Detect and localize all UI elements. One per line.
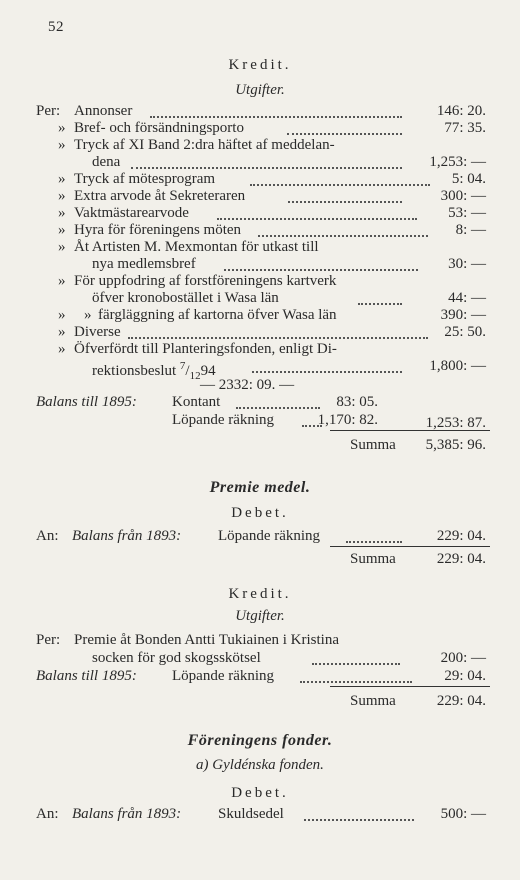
row-text: Tryck af XI Band 2:dra häftet af meddelan- xyxy=(74,137,335,153)
dot-leader xyxy=(287,120,402,135)
sum-rule xyxy=(330,686,490,687)
skuldsedel-label: Skuldsedel xyxy=(218,806,284,822)
row-text: Diverse xyxy=(74,324,121,340)
dot-leader xyxy=(258,222,428,237)
row-amount: 53: — xyxy=(448,205,486,221)
an-label: An: xyxy=(36,806,59,822)
ditto-mark: » xyxy=(58,188,66,204)
fonder-debet-line xyxy=(0,785,520,802)
row-text: dena xyxy=(92,154,121,170)
ledger-row xyxy=(0,307,520,324)
utgifter-heading: Utgifter. xyxy=(235,608,285,624)
fraction-numerator: 7 xyxy=(179,360,186,372)
row-amount: 29: 04. xyxy=(444,668,486,684)
row-amount: 200: — xyxy=(440,650,486,666)
ledger-row xyxy=(0,205,520,222)
subtotal: — 2332: 09. — xyxy=(200,377,295,393)
dot-leader xyxy=(131,154,402,169)
dot-leader xyxy=(224,256,418,271)
premie-summa2-row xyxy=(0,693,520,710)
dot-leader xyxy=(358,290,402,305)
row-text-main: rektionsbeslut xyxy=(92,363,177,379)
kontant-label: Kontant xyxy=(172,394,221,410)
row-text: öfver kronobostället i Wasa län xyxy=(92,290,279,306)
row-amount: 44: — xyxy=(448,290,486,306)
balans-from-label: Balans från 1893: xyxy=(72,528,182,544)
fraction-year: 94 xyxy=(200,363,216,379)
balans-total: 1,253: 87. xyxy=(425,415,486,431)
dot-leader xyxy=(217,205,417,220)
premie-title-line xyxy=(0,479,520,496)
debet-heading: Debet. xyxy=(231,505,289,521)
premie-summa-row xyxy=(0,551,520,568)
dot-leader xyxy=(304,806,414,821)
utgifter-heading: Utgifter. xyxy=(235,82,285,98)
ditto-mark: » xyxy=(58,324,66,340)
row-amount: 1,253: — xyxy=(429,154,486,170)
fonder-amount: 500: — xyxy=(440,806,486,822)
row-text: Bref- och försändningsporto xyxy=(74,120,244,136)
row-text: Vaktmästarearvode xyxy=(74,205,189,221)
ledger-row xyxy=(0,358,520,382)
premie-amount: 229: 04. xyxy=(436,528,486,544)
row-text: färgläggning af kartorna öfver Wasa län xyxy=(98,307,337,323)
row-amount: 25: 50. xyxy=(444,324,486,340)
row-text: Extra arvode åt Sekreteraren xyxy=(74,188,246,204)
row-amount: 390: — xyxy=(440,307,486,323)
summa-amount: 5,385: 96. xyxy=(425,437,486,453)
per-label: Per: xyxy=(36,632,61,648)
row-amount: 1,800: — xyxy=(429,358,486,374)
lopande-label: Löpande räkning xyxy=(172,412,275,428)
dot-leader xyxy=(250,171,430,186)
ditto-mark: » xyxy=(58,222,66,238)
summa-row xyxy=(0,437,520,454)
summa-label: Summa xyxy=(350,693,396,709)
sum-rule xyxy=(330,430,490,431)
row-text: Annonser xyxy=(74,103,133,119)
premie-title: Premie medel. xyxy=(209,479,311,496)
row-amount: 8: — xyxy=(455,222,486,238)
row-text: Hyra för föreningens möten xyxy=(74,222,242,238)
lopande-label: Löpande räkning xyxy=(218,528,321,544)
kredit-heading: Kredit. xyxy=(228,57,292,73)
row-text: Öfverfördt till Planteringsfonden, enligt Di- xyxy=(74,341,337,357)
dot-leader xyxy=(312,650,400,665)
ledger-row xyxy=(0,171,520,188)
ditto-mark: » xyxy=(58,205,66,221)
row-amount: 77: 35. xyxy=(444,120,486,136)
subtotal-line xyxy=(0,377,520,394)
fonder-sub-line xyxy=(0,757,520,774)
balans-row xyxy=(0,394,520,411)
balans-from-label: Balans från 1893: xyxy=(72,806,182,822)
kredit-heading-line xyxy=(0,57,520,74)
an-label: An: xyxy=(36,528,59,544)
ledger-row xyxy=(0,137,520,154)
summa-label: Summa xyxy=(350,437,396,453)
premie-kredit-line xyxy=(0,586,520,603)
dot-leader xyxy=(346,528,402,543)
ditto-mark: » xyxy=(58,273,66,289)
lopande-amount: 1,170: 82. xyxy=(317,412,378,428)
page-number: 52 xyxy=(48,19,64,35)
ditto-mark: » xyxy=(84,307,92,323)
summa-label: Summa xyxy=(350,551,396,567)
ditto-mark: » xyxy=(58,307,66,323)
premie-balans-row xyxy=(0,668,520,685)
dot-leader xyxy=(252,358,402,373)
ledger-row xyxy=(0,188,520,205)
ditto-mark: » xyxy=(58,171,66,187)
dot-leader xyxy=(236,394,320,409)
row-amount: 146: 20. xyxy=(436,103,486,119)
utgifter-heading-line xyxy=(0,82,520,99)
dot-leader xyxy=(128,324,428,339)
ledger-row xyxy=(0,341,520,358)
premie-debet-line xyxy=(0,505,520,522)
dot-leader xyxy=(150,103,402,118)
premie-per-row xyxy=(0,632,520,649)
row-amount: 5: 04. xyxy=(451,171,486,187)
balans-label: Balans till 1895: xyxy=(36,668,137,684)
kontant-amount: 83: 05. xyxy=(336,394,378,410)
debet-heading: Debet. xyxy=(231,785,289,801)
premie-per-row-cont xyxy=(0,650,520,667)
row-text: nya medlemsbref xyxy=(92,256,196,272)
fonder-title: Föreningens fonder. xyxy=(187,732,333,749)
summa-amount: 229: 04. xyxy=(436,551,486,567)
row-amount: 30: — xyxy=(448,256,486,272)
premie-utgifter-line xyxy=(0,608,520,625)
row-text: Tryck af mötesprogram xyxy=(74,171,216,187)
fonder-subtitle: a) Gyldénska fonden. xyxy=(196,757,324,773)
ledger-row xyxy=(0,154,520,171)
dot-leader xyxy=(300,668,412,683)
kredit-heading: Kredit. xyxy=(228,586,292,602)
premie-an-row xyxy=(0,528,520,545)
row-text: socken för god skogsskötsel xyxy=(92,650,261,666)
per-label: Per: xyxy=(36,103,61,119)
row-text: För uppfodring af forstföreningens kartverk xyxy=(74,273,337,289)
ledger-row xyxy=(0,103,520,120)
lopande-label: Löpande räkning xyxy=(172,668,275,684)
sum-rule xyxy=(330,546,490,547)
row-text: Premie åt Bonden Antti Tukiainen i Kristina xyxy=(74,632,339,648)
ledger-row xyxy=(0,273,520,290)
row-text: Åt Artisten M. Mexmontan för utkast till xyxy=(74,239,319,255)
row-amount: 300: — xyxy=(440,188,486,204)
ledger-row xyxy=(0,120,520,137)
ditto-mark: » xyxy=(58,341,66,357)
ditto-mark: » xyxy=(58,239,66,255)
fonder-an-row xyxy=(0,806,520,823)
dot-leader xyxy=(288,188,402,203)
ledger-row xyxy=(0,324,520,341)
lopande-row xyxy=(0,412,520,429)
ledger-row xyxy=(0,256,520,273)
ledger-row xyxy=(0,222,520,239)
ledger-row xyxy=(0,239,520,256)
ditto-mark: » xyxy=(58,120,66,136)
fonder-title-line xyxy=(0,732,520,749)
row-text: rektionsbeslut $^7/_{12}94$ xyxy=(92,360,216,382)
fraction-denominator: 12 xyxy=(189,370,201,382)
ditto-mark: » xyxy=(58,137,66,153)
balans-label: Balans till 1895: xyxy=(36,394,137,410)
ledger-row xyxy=(0,290,520,307)
summa-amount: 229: 04. xyxy=(436,693,486,709)
